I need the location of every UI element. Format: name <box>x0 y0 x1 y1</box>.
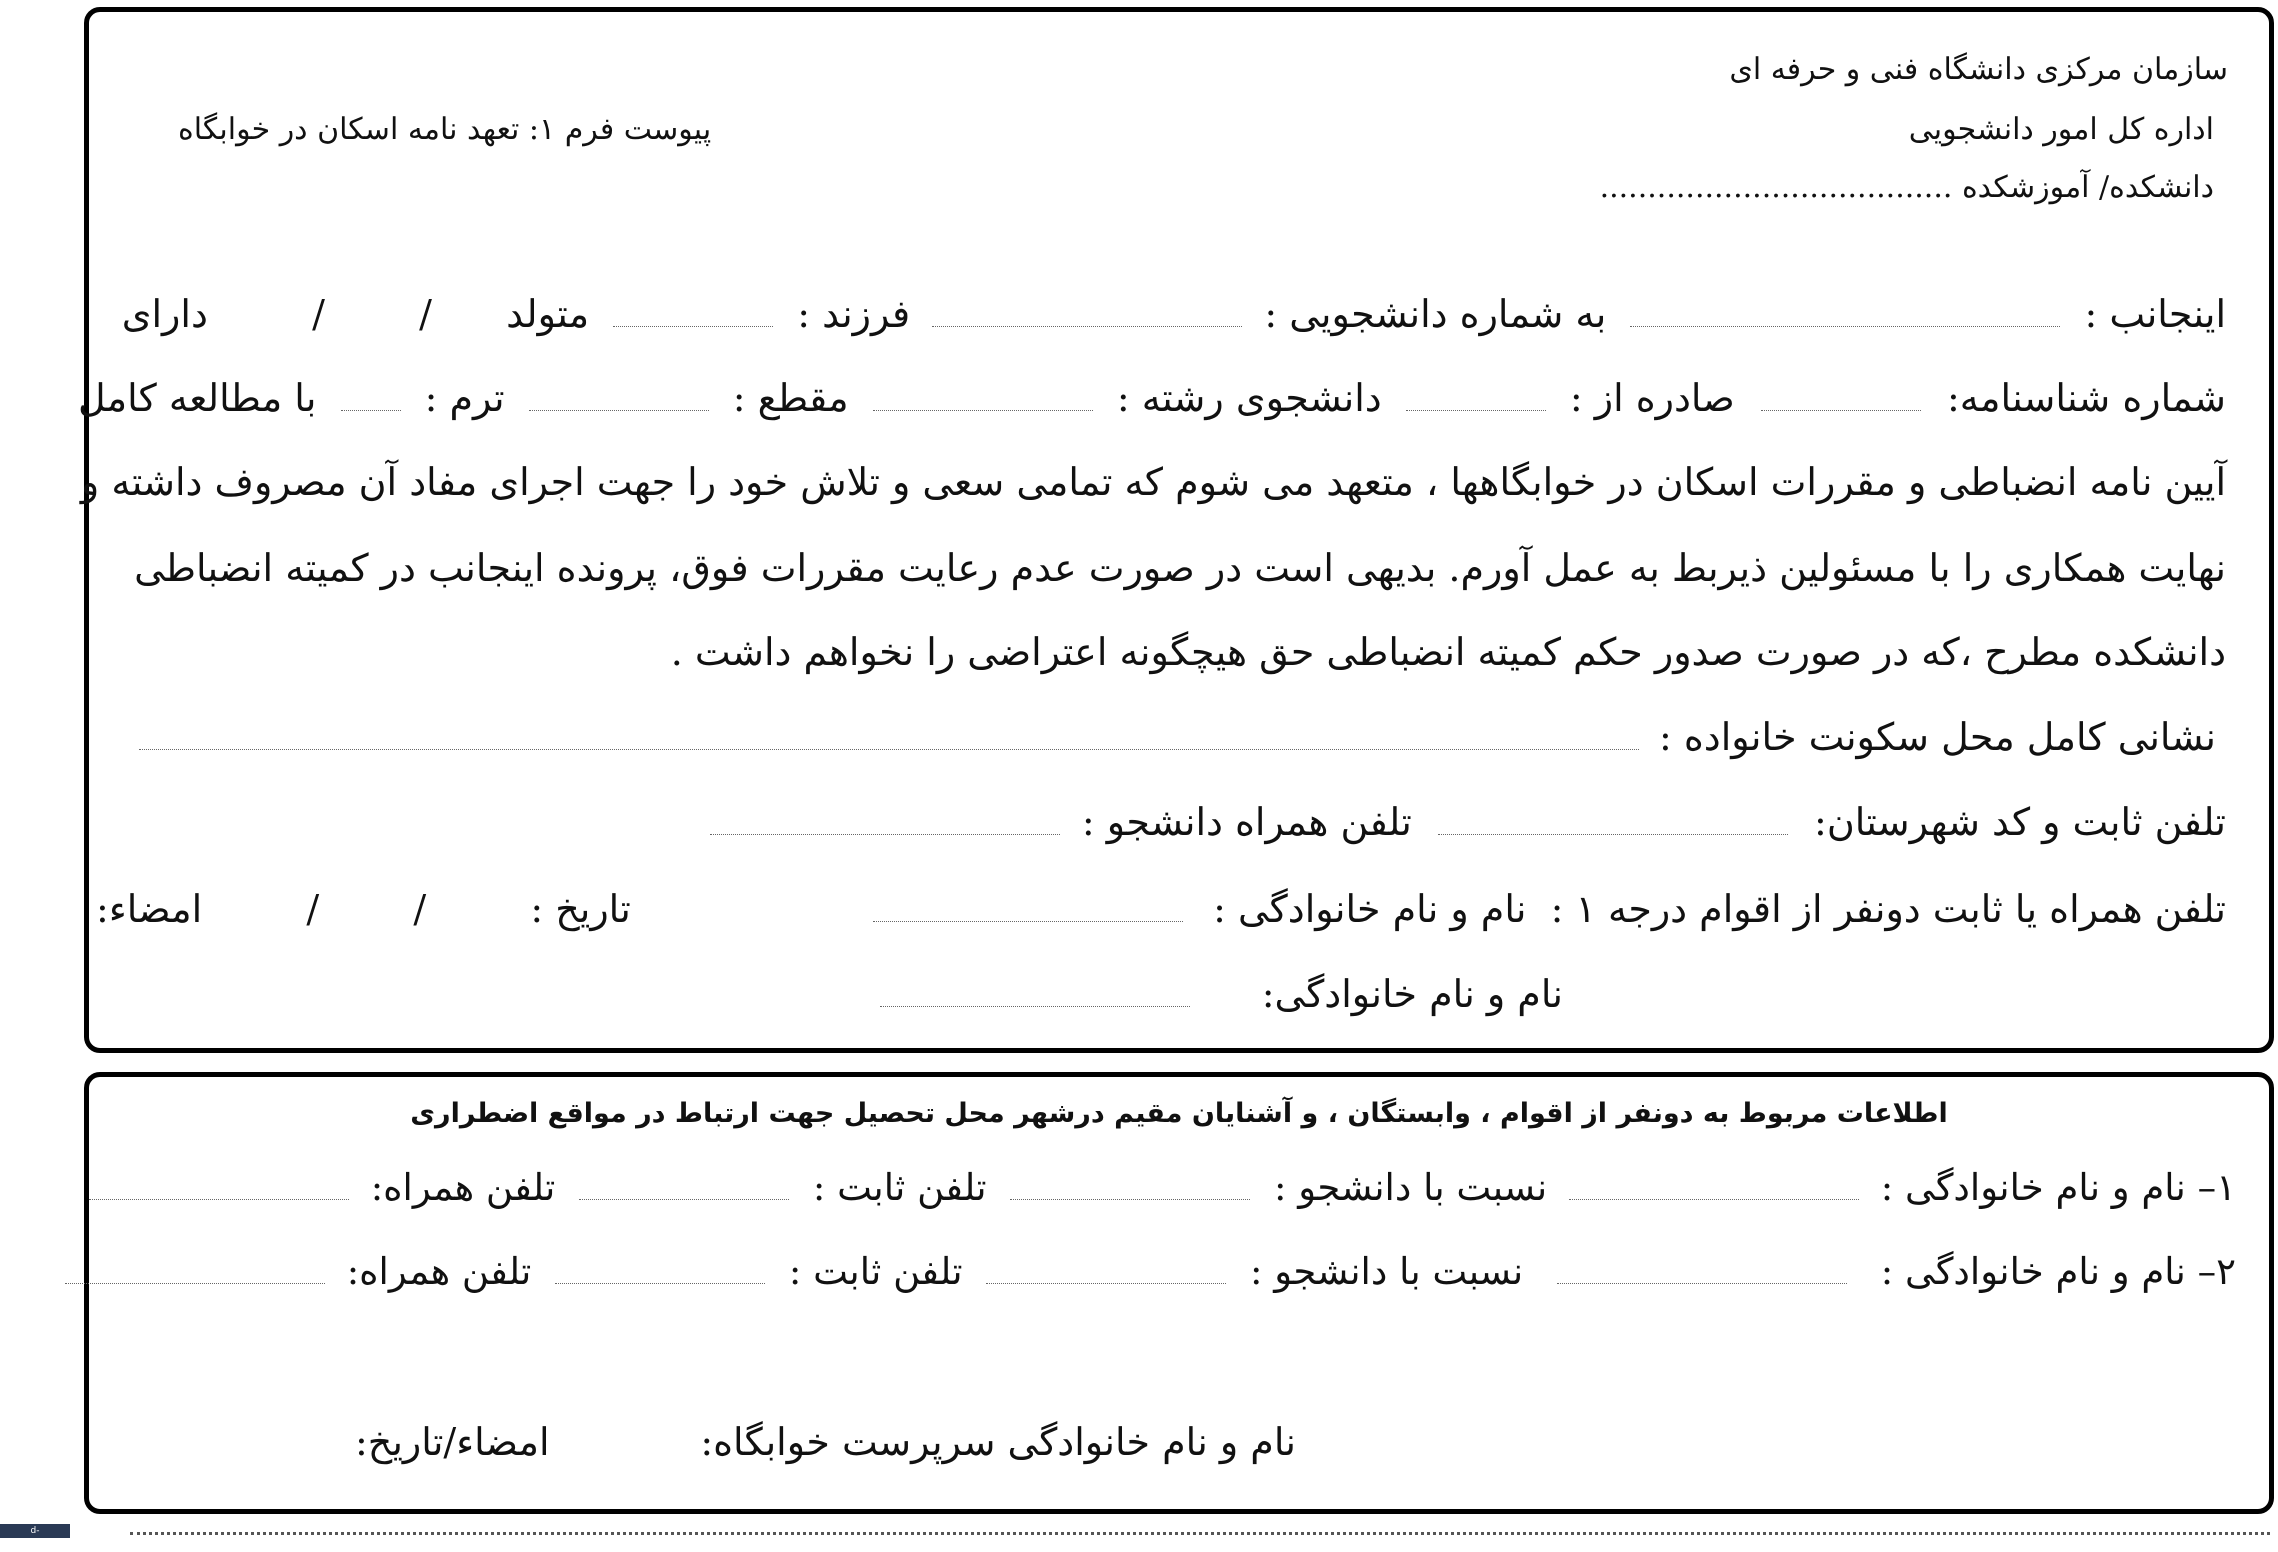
emergency-section-title: اطلاعات مربوط به دونفر از اقوام ، وابستگان ، و آشنایان مقیم درشهر محل تحصیل جهت ارتباط در مواقع اضطراری <box>410 1098 1948 1129</box>
date-slash: / <box>413 887 427 931</box>
label-relation-2: نسبت با دانشجو : <box>1250 1250 1524 1293</box>
label-major: دانشجوی رشته : <box>1116 376 1382 420</box>
label-landline-2: تلفن ثابت : <box>788 1250 963 1293</box>
label-degree: مقطع : <box>732 376 849 420</box>
field-issued-from[interactable] <box>1406 410 1546 411</box>
field-landline-1[interactable] <box>579 1199 789 1200</box>
label-dorm-supervisor: نام و نام خانوادگی سرپرست خوابگاه: <box>700 1420 1296 1464</box>
label-id-number: شماره شناسنامه: <box>1946 376 2226 420</box>
label-family-address: نشانی کامل محل سکونت خانواده : <box>1659 715 2216 759</box>
label-student-number: به شماره دانشجویی : <box>1264 292 1607 336</box>
field-relation-1[interactable] <box>1010 1199 1250 1200</box>
label-student-mobile: تلفن همراه دانشجو : <box>1081 800 1412 844</box>
label-relation-1: نسبت با دانشجو : <box>1274 1166 1548 1209</box>
label-landline-1: تلفن ثابت : <box>812 1166 987 1209</box>
form-line-relatives <box>96 887 2226 931</box>
label-signature: امضاء: <box>96 887 203 931</box>
label-landline: تلفن ثابت و کد شهرستان: <box>1814 800 2226 844</box>
school-name: دانشکده/ آموزشکده ..................................... <box>1599 170 2214 205</box>
field-degree[interactable] <box>529 410 709 411</box>
label-term: ترم : <box>424 376 505 420</box>
label-relative-name-2: نام و نام خانوادگی: <box>1261 972 1563 1016</box>
field-father-name[interactable] <box>613 326 773 327</box>
commitment-paragraph-2: نهایت همکاری را با مسئولین ذیربط به عمل آورم. بدیهی است در صورت عدم رعایت مقررات فوق، پرونده اینجانب در کمیته انضباطی <box>134 546 2226 590</box>
label-mobile-2: تلفن همراه: <box>346 1250 532 1293</box>
field-major[interactable] <box>873 410 1093 411</box>
field-applicant-name[interactable] <box>1630 326 2060 327</box>
field-mobile-1[interactable] <box>89 1199 349 1200</box>
form-line-id-card <box>78 376 2226 420</box>
field-emergency-name-1[interactable] <box>1569 1199 1859 1200</box>
label-relative-name: نام و نام خانوادگی : <box>1213 887 1527 931</box>
field-emergency-name-2[interactable] <box>1557 1283 1847 1284</box>
label-child-of: فرزند : <box>797 292 911 336</box>
field-mobile-2[interactable] <box>65 1283 325 1284</box>
field-relative-name-2[interactable] <box>880 1006 1190 1007</box>
field-term[interactable] <box>341 410 401 411</box>
label-issued-from: صادره از : <box>1569 376 1735 420</box>
commitment-paragraph-1: آیین نامه انضباطی و مقررات اسکان در خوابگاهها ، متعهد می شوم که تمامی سعی و تلاش خود را جهت اجرای مفاد آن مصروف داشته و <box>80 460 2226 504</box>
form-line-relative-2 <box>880 972 1563 1016</box>
field-landline[interactable] <box>1438 834 1788 835</box>
footer-dotted-line <box>130 1532 2270 1535</box>
date-slash: / <box>306 887 320 931</box>
label-born: متولد <box>506 292 590 336</box>
label-relatives-phone: تلفن همراه یا ثابت دونفر از اقوام درجه ۱ : <box>1550 887 2226 931</box>
field-family-address[interactable] <box>139 749 1639 750</box>
label-having: دارای <box>121 292 208 336</box>
form-title: پیوست فرم ۱: تعهد نامه اسکان در خوابگاه <box>178 112 712 147</box>
label-sign-date: امضاء/تاریخ: <box>355 1420 550 1464</box>
field-relation-2[interactable] <box>986 1283 1226 1284</box>
field-landline-2[interactable] <box>555 1283 765 1284</box>
field-student-mobile[interactable] <box>710 834 1060 835</box>
field-student-number[interactable] <box>932 326 1242 327</box>
site-watermark: d-meybod.tvu.ac.ir <box>0 1526 77 1550</box>
dept-name: اداره کل امور دانشجویی <box>1908 112 2214 147</box>
label-emergency-name-1: ۱– نام و نام خانوادگی : <box>1880 1166 2236 1209</box>
org-name: سازمان مرکزی دانشگاه فنی و حرفه ای <box>1729 52 2228 87</box>
emergency-row-2 <box>65 1250 2236 1293</box>
label-full-study: با مطالعه کامل <box>77 376 317 420</box>
label-applicant: اینجانب : <box>2084 292 2226 336</box>
label-mobile-1: تلفن همراه: <box>370 1166 556 1209</box>
form-line-phones <box>710 800 2226 844</box>
form-line-address <box>139 715 2216 759</box>
label-date: تاریخ : <box>530 887 631 931</box>
form-line-identity <box>122 292 2226 336</box>
field-relative-name-1[interactable] <box>873 921 1183 922</box>
date-slash: / <box>419 292 432 336</box>
date-slash: / <box>312 292 325 336</box>
field-id-number[interactable] <box>1761 410 1921 411</box>
commitment-paragraph-3: دانشکده مطرح ،که در صورت صدور حکم کمیته انضباطی حق هیچگونه اعتراضی را نخواهم داشت . <box>670 630 2226 674</box>
emergency-row-1 <box>89 1166 2236 1209</box>
label-emergency-name-2: ۲– نام و نام خانوادگی : <box>1880 1250 2236 1293</box>
